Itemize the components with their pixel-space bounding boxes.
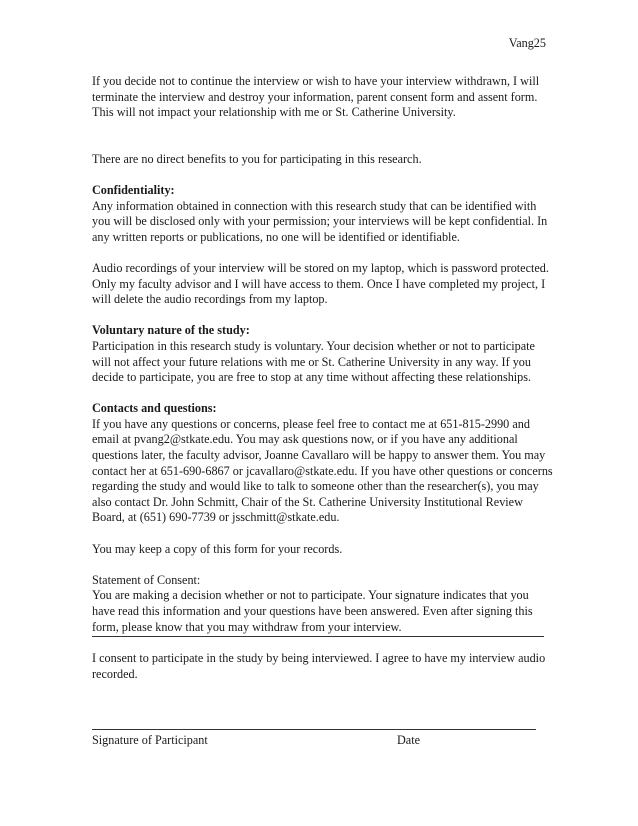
contacts-paragraph: If you have any questions or concerns, please feel free to contact me at 651-815-2990 and email at pvang2@stkate.edu. You may ask questions now, or if you have any additional questions later, the faculty advisor, Joanne Cavallaro will be happy to answer them. You may contact her at 651-690-6867 or jcavallaro@stkate.edu. If you have other questions or concerns regarding the study and would like to talk to someone other than the researcher(s), you may also contact Dr. John Schmitt, Chair of the St. Catherine University Institutional Review Board, at (651) 690-7739 or jsschmitt@stkate.edu.	[92, 416, 553, 525]
signature-date-label: Date	[397, 733, 421, 748]
signature-row	[92, 733, 554, 749]
page-header: Vang25	[508, 36, 546, 50]
records-paragraph: You may keep a copy of this form for your records.	[92, 541, 343, 556]
audio-paragraph: Audio recordings of your interview will be stored on my laptop, which is password protected. Only my faculty advisor and I will have access to them. Once I have completed my project, I will delete the audio recordings from my laptop.	[92, 260, 549, 307]
benefits-paragraph: There are no direct benefits to you for participating in this research.	[92, 151, 422, 166]
confidentiality-heading: Confidentiality:	[92, 182, 175, 197]
contacts-heading: Contacts and questions:	[92, 401, 217, 416]
document-body	[92, 74, 554, 749]
consent-paragraph: I consent to participate in the study by being interviewed. I agree to have my interview audio recorded.	[92, 651, 546, 681]
signature-participant-label: Signature of Participant	[92, 733, 208, 748]
signature-line	[92, 729, 536, 730]
statement-heading: Statement of Consent:	[92, 572, 201, 587]
withdraw-paragraph: If you decide not to continue the interview or wish to have your interview withdrawn, I will terminate the interview and destroy your information, parent consent form and assent form. This will not impact your relationship with me or St. Catherine University.	[92, 74, 540, 120]
voluntary-heading: Voluntary nature of the study:	[92, 323, 250, 338]
statement-paragraph: You are making a decision whether or not to participate. Your signature indicates that you have read this information and your questions have been answered. Even after signing this form, please know that you may withdraw from your interview.	[92, 588, 533, 634]
confidentiality-paragraph: Any information obtained in connection with this research study that can be identified with you will be disclosed only with your permission; your interviews will be kept confidential. In any written reports or publications, no one will be identified or identifiable.	[92, 198, 548, 244]
voluntary-paragraph: Participation in this research study is voluntary. Your decision whether or not to participate will not affect your future relations with me or St. Catherine University in any way. If you decide to participate, you are free to stop at any time without affecting these relationships.	[92, 338, 535, 385]
